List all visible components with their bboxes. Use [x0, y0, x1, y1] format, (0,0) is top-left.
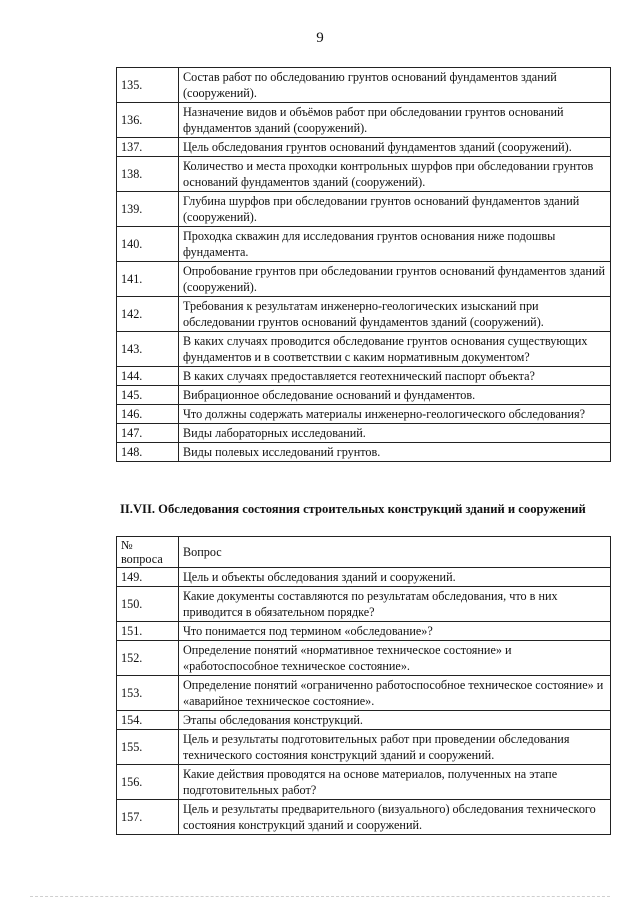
table-row	[117, 711, 611, 730]
question-number: 144.	[117, 367, 179, 386]
question-number: 140.	[117, 227, 179, 262]
header-question: Вопрос	[179, 537, 611, 568]
table-row	[117, 192, 611, 227]
question-text: В каких случаях проводится обследование грунтов основания существующих фундаментов и в соответствии с каким нормативным документом?	[179, 332, 611, 367]
question-text: Цель обследования грунтов оснований фундаментов зданий (сооружений).	[179, 138, 611, 157]
question-number: 151.	[117, 622, 179, 641]
question-text: Глубина шурфов при обследовании грунтов оснований фундаментов зданий (сооружений).	[179, 192, 611, 227]
question-text: Определение понятий «ограниченно работоспособное техническое состояние» и «аварийное техническое состояние».	[179, 676, 611, 711]
table-row	[117, 262, 611, 297]
question-text: Опробование грунтов при обследовании грунтов оснований фундаментов зданий (сооружений).	[179, 262, 611, 297]
question-text: Что должны содержать материалы инженерно-геологического обследования?	[179, 405, 611, 424]
table-row	[117, 800, 611, 835]
question-number: 137.	[117, 138, 179, 157]
question-number: 138.	[117, 157, 179, 192]
question-text: Состав работ по обследованию грунтов оснований фундаментов зданий (сооружений).	[179, 68, 611, 103]
header-number: № вопроса	[117, 537, 179, 568]
question-number: 156.	[117, 765, 179, 800]
question-text: Какие действия проводятся на основе материалов, полученных на этапе подготовительных работ?	[179, 765, 611, 800]
table-row	[117, 424, 611, 443]
table-row	[117, 138, 611, 157]
table-row	[117, 103, 611, 138]
table-row	[117, 568, 611, 587]
section-title: II.VII. Обследования состояния строительных конструкций зданий и сооружений	[120, 502, 586, 516]
question-number: 152.	[117, 641, 179, 676]
question-number: 155.	[117, 730, 179, 765]
question-text: Какие документы составляются по результатам обследования, что в них приводится в обязательном порядке?	[179, 587, 611, 622]
question-text: Цель и результаты предварительного (визуального) обследования технического состояния конструкций зданий и сооружений.	[179, 800, 611, 835]
question-text: Виды лабораторных исследований.	[179, 424, 611, 443]
question-text: В каких случаях предоставляется геотехнический паспорт объекта?	[179, 367, 611, 386]
table-row	[117, 157, 611, 192]
question-number: 148.	[117, 443, 179, 462]
question-number: 145.	[117, 386, 179, 405]
table-row	[117, 443, 611, 462]
question-text: Вибрационное обследование оснований и фундаментов.	[179, 386, 611, 405]
question-text: Количество и места проходки контрольных шурфов при обследовании грунтов оснований фундаментов зданий (сооружений).	[179, 157, 611, 192]
question-text: Назначение видов и объёмов работ при обследовании грунтов оснований фундаментов зданий (сооружений).	[179, 103, 611, 138]
question-text: Что понимается под термином «обследование»?	[179, 622, 611, 641]
question-text: Определение понятий «нормативное техническое состояние» и «работоспособное техническое состояние».	[179, 641, 611, 676]
scan-edge-line	[30, 896, 610, 897]
question-number: 136.	[117, 103, 179, 138]
table-row	[117, 68, 611, 103]
question-number: 150.	[117, 587, 179, 622]
question-number: 154.	[117, 711, 179, 730]
table-row	[117, 332, 611, 367]
table-row	[117, 587, 611, 622]
question-number: 143.	[117, 332, 179, 367]
table-row	[117, 297, 611, 332]
question-number: 141.	[117, 262, 179, 297]
table-row	[117, 227, 611, 262]
question-text: Этапы обследования конструкций.	[179, 711, 611, 730]
table-row	[117, 367, 611, 386]
question-text: Требования к результатам инженерно-геологических изысканий при обследовании грунтов оснований фундаментов зданий (сооружений).	[179, 297, 611, 332]
question-text: Виды полевых исследований грунтов.	[179, 443, 611, 462]
table-row	[117, 730, 611, 765]
table-row	[117, 405, 611, 424]
table-row	[117, 641, 611, 676]
table-header-row	[117, 537, 611, 568]
question-number: 135.	[117, 68, 179, 103]
table-row	[117, 765, 611, 800]
question-number: 157.	[117, 800, 179, 835]
table-row	[117, 386, 611, 405]
question-number: 149.	[117, 568, 179, 587]
table-row	[117, 622, 611, 641]
table-row	[117, 676, 611, 711]
question-number: 147.	[117, 424, 179, 443]
questions-table-1	[116, 67, 611, 462]
page-number: 9	[316, 30, 324, 46]
question-number: 153.	[117, 676, 179, 711]
question-text: Цель и объекты обследования зданий и сооружений.	[179, 568, 611, 587]
question-number: 139.	[117, 192, 179, 227]
question-text: Цель и результаты подготовительных работ при проведении обследования технического состояния конструкций зданий и сооружений.	[179, 730, 611, 765]
questions-table-2	[116, 536, 611, 835]
question-number: 142.	[117, 297, 179, 332]
question-number: 146.	[117, 405, 179, 424]
question-text: Проходка скважин для исследования грунтов основания ниже подошвы фундамента.	[179, 227, 611, 262]
